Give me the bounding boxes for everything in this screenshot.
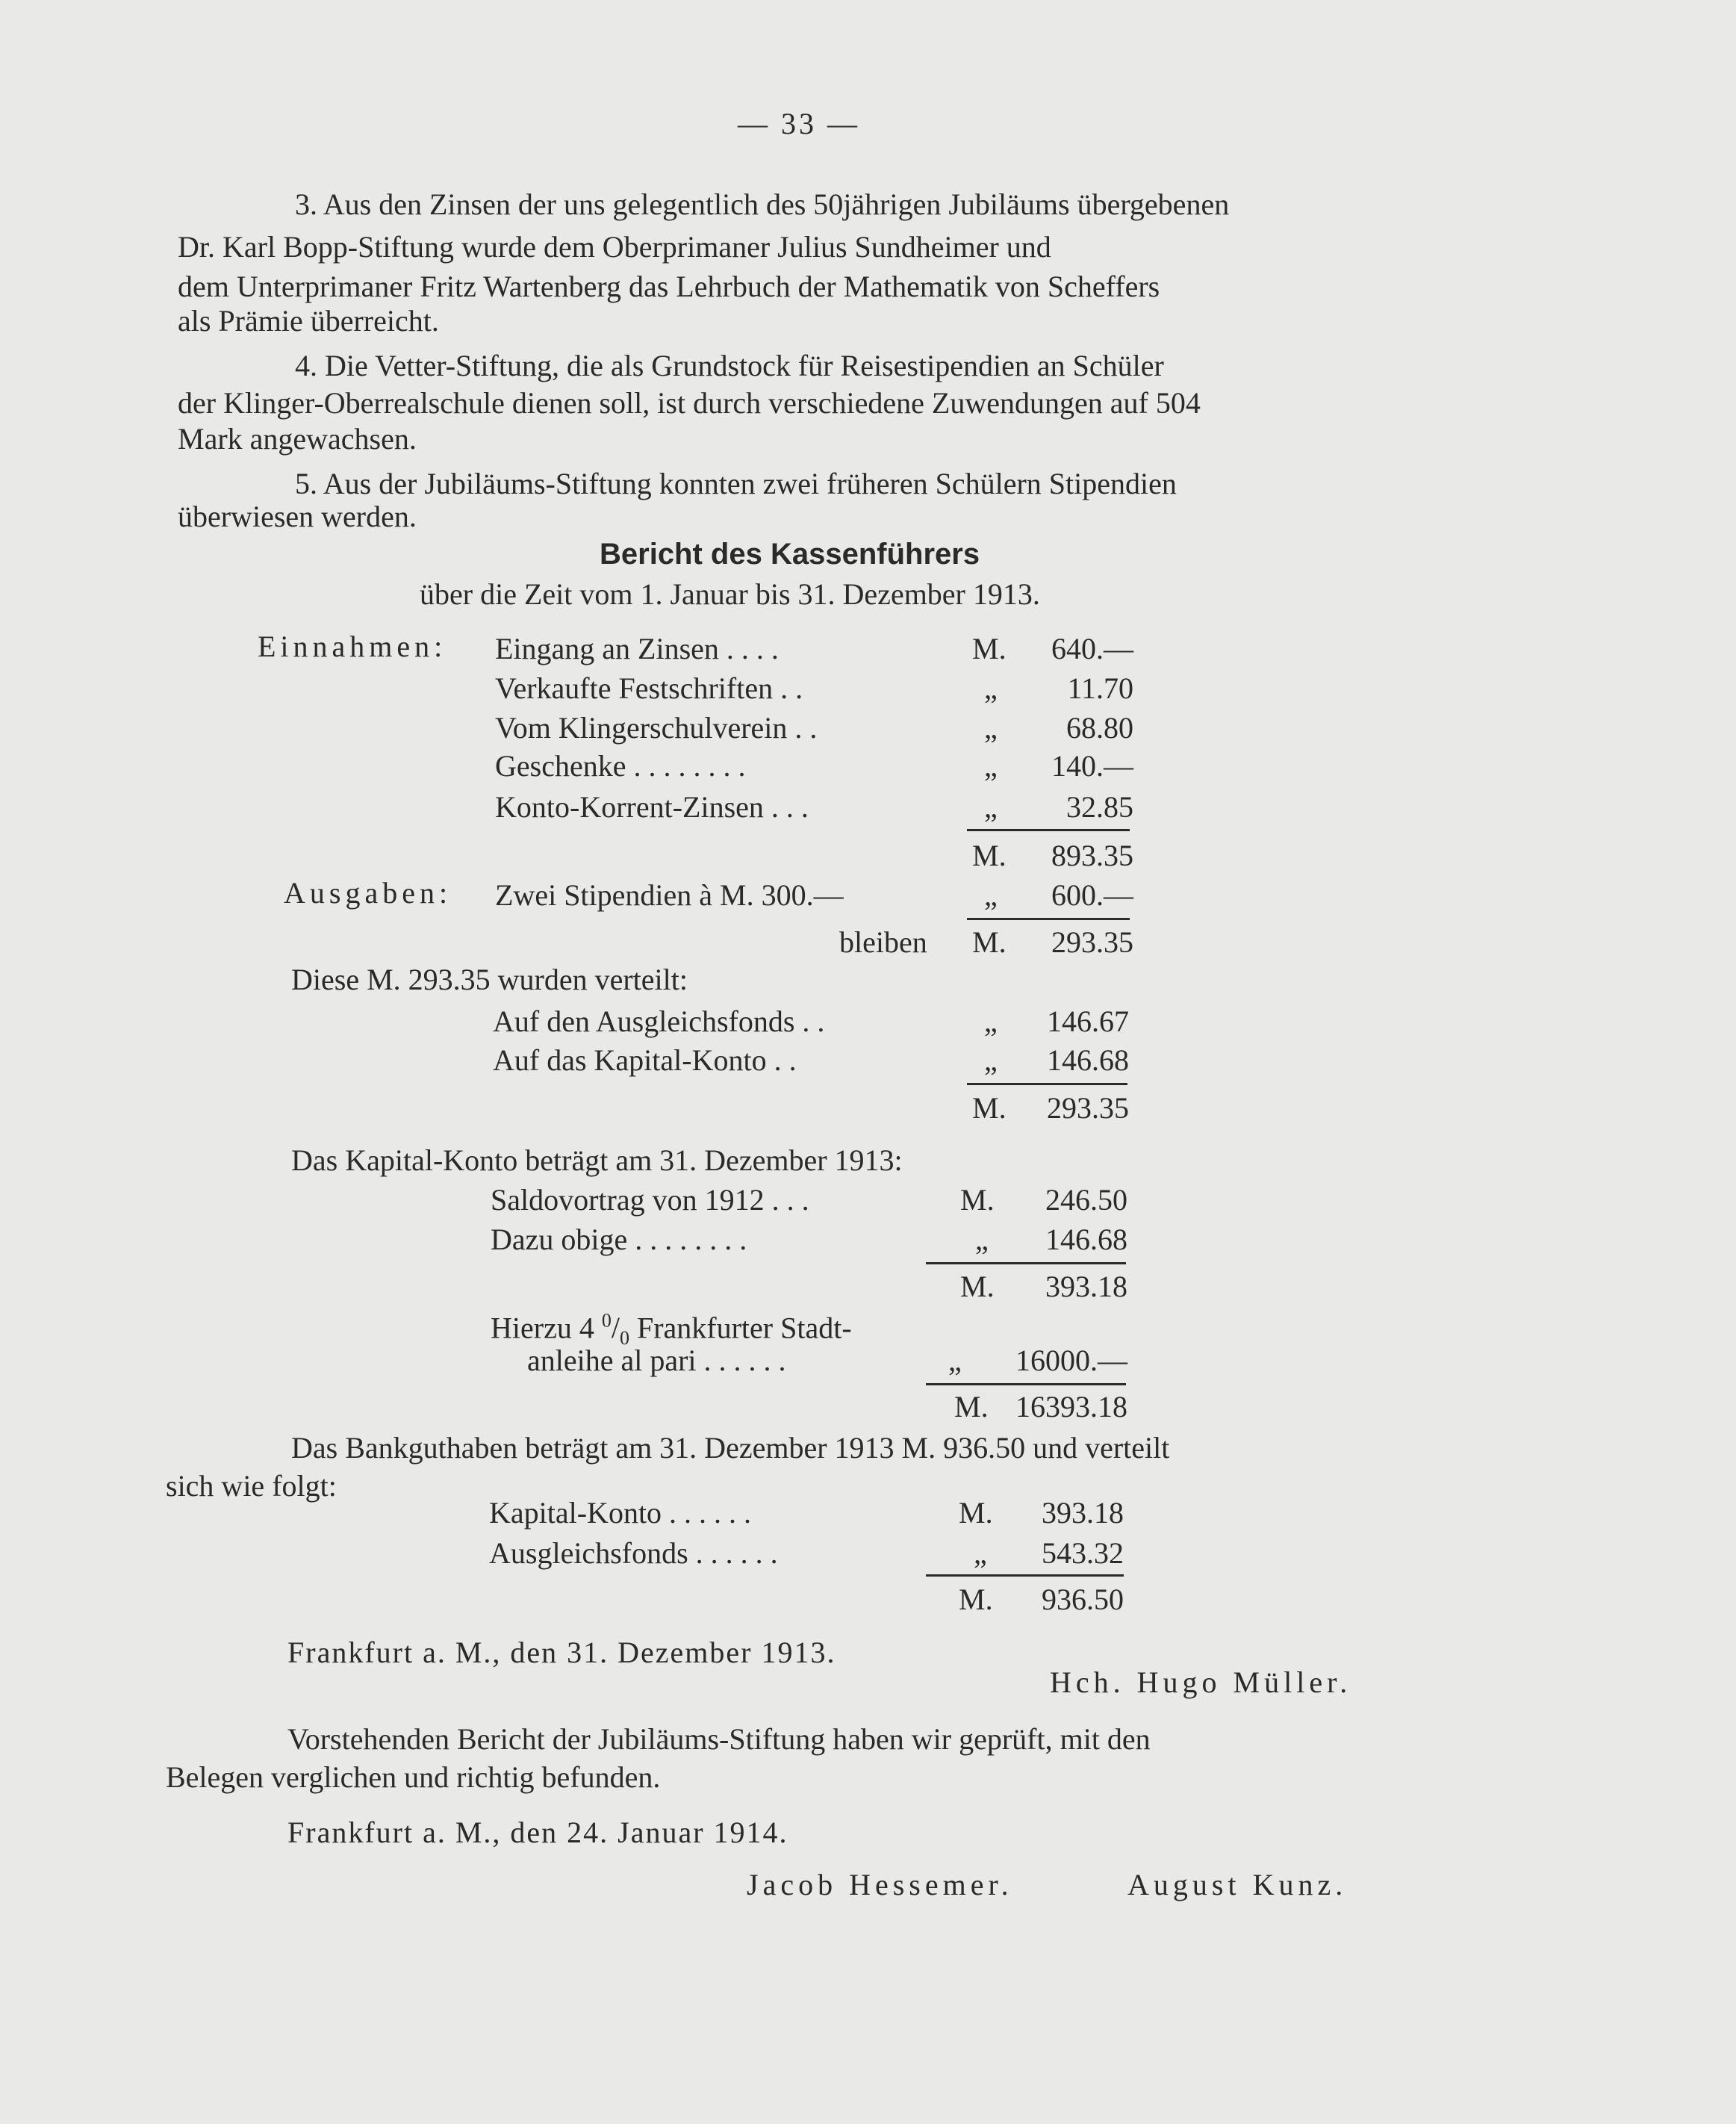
kapital-cur-1: M.	[960, 1183, 995, 1217]
page-number: — 33 —	[738, 107, 860, 140]
einnahmen-amount-2: 11.70	[1067, 671, 1133, 705]
remain-amount: 293.35	[1051, 925, 1133, 959]
einnahmen-amount-3: 68.80	[1066, 711, 1133, 745]
bank-line2: sich wie folgt:	[166, 1469, 337, 1503]
closing2-signature2: August Kunz.	[1127, 1868, 1348, 1901]
einnahmen-amount-4: 140.—	[1051, 749, 1133, 783]
para3-line4: als Prämie überreicht.	[178, 304, 439, 338]
einnahmen-desc-4: Geschenke . . . . . . . .	[495, 749, 746, 783]
kapital-total-cur: M.	[954, 1390, 989, 1423]
einnahmen-total-cur: M.	[972, 839, 1007, 872]
remain-cur: M.	[972, 925, 1007, 959]
para4-line2: der Klinger-Oberrealschule dienen soll, ist durch verschiedene Zuwendungen auf 504	[178, 386, 1201, 420]
kapital-desc-2: Dazu obige . . . . . . . .	[491, 1223, 747, 1256]
einnahmen-amount-5: 32.85	[1066, 790, 1133, 824]
verteilt-total-amount: 293.35	[1047, 1091, 1129, 1125]
verteilt-desc-1: Auf den Ausgleichsfonds . .	[493, 1004, 825, 1038]
verteilt-desc-2: Auf das Kapital-Konto . .	[493, 1043, 797, 1077]
einnahmen-cur-2: „	[984, 671, 998, 705]
kapital-extra-line2: anleihe al pari . . . . . .	[527, 1344, 786, 1377]
einnahmen-desc-1: Eingang an Zinsen . . . .	[495, 632, 779, 665]
einnahmen-cur-5: „	[984, 790, 998, 824]
einnahmen-desc-5: Konto-Korrent-Zinsen . . .	[495, 790, 809, 824]
closing2-signature1: Jacob Hessemer.	[747, 1868, 1013, 1901]
einnahmen-desc-3: Vom Klingerschulverein . .	[495, 711, 818, 745]
einnahmen-total-rule	[967, 829, 1130, 831]
einnahmen-cur-4: „	[984, 749, 998, 783]
closing1-signature: Hch. Hugo Müller.	[1050, 1665, 1352, 1699]
einnahmen-cur-1: M.	[972, 632, 1007, 665]
kapital-cur-2: „	[975, 1223, 989, 1256]
para3-line3: dem Unterprimaner Fritz Wartenberg das Lehrbuch der Mathematik von Scheffers	[178, 270, 1160, 303]
verteilt-amount-2: 146.68	[1047, 1043, 1129, 1077]
ausgaben-rule	[967, 918, 1130, 920]
report-subtitle: über die Zeit vom 1. Januar bis 31. Dezember 1913.	[420, 577, 1040, 611]
bank-total-rule	[926, 1574, 1124, 1577]
kapital-subtotal-amount: 393.18	[1045, 1270, 1127, 1303]
bank-total-amount: 936.50	[1042, 1583, 1124, 1616]
verteilt-cur-2: „	[984, 1043, 998, 1077]
bank-desc-2: Ausgleichsfonds . . . . . .	[489, 1536, 778, 1570]
kapital-amount-2: 146.68	[1045, 1223, 1127, 1256]
kapital-extra-post: Frankfurter Stadt-	[636, 1311, 852, 1345]
kapital-extra-cur: „	[948, 1344, 962, 1377]
verteilt-cur-1: „	[984, 1004, 998, 1038]
para3-line1: 3. Aus den Zinsen der uns gelegentlich des 50jährigen Jubiläums übergebenen	[295, 187, 1230, 221]
ausgaben-desc: Zwei Stipendien à M. 300.—	[495, 878, 844, 912]
bank-amount-2: 543.32	[1042, 1536, 1124, 1570]
closing1-place-date: Frankfurt a. M., den 31. Dezember 1913.	[287, 1636, 836, 1669]
para4-line3: Mark angewachsen.	[178, 422, 417, 456]
einnahmen-desc-2: Verkaufte Festschriften . .	[495, 671, 803, 705]
bank-cur-1: M.	[959, 1496, 993, 1530]
kapital-extra-pre: Hierzu 4	[491, 1311, 594, 1345]
report-title: Bericht des Kassenführers	[600, 538, 980, 571]
closing2-place-date: Frankfurt a. M., den 24. Januar 1914.	[287, 1816, 788, 1849]
para5-line2: überwiesen werden.	[178, 500, 417, 533]
einnahmen-amount-1: 640.—	[1051, 632, 1133, 665]
einnahmen-cur-3: „	[984, 711, 998, 745]
bank-line1: Das Bankguthaben beträgt am 31. Dezember 1913 M. 936.50 und verteilt	[291, 1431, 1170, 1465]
bank-total-cur: M.	[959, 1583, 993, 1616]
kapital-subtotal-cur: M.	[960, 1270, 995, 1303]
audit-line1: Vorstehenden Bericht der Jubiläums-Stiftung haben wir geprüft, mit den	[287, 1722, 1151, 1756]
percent-sign: $^0/_0$	[601, 1310, 629, 1350]
ausgaben-cur: „	[984, 878, 998, 912]
kapital-total-rule	[926, 1383, 1126, 1385]
kapital-desc-1: Saldovortrag von 1912 . . .	[491, 1183, 809, 1217]
kapital-amount-1: 246.50	[1045, 1183, 1127, 1217]
audit-line2: Belegen verglichen und richtig befunden.	[166, 1760, 661, 1794]
remain-label: bleiben	[839, 925, 927, 959]
kapital-intro: Das Kapital-Konto beträgt am 31. Dezember 1913:	[291, 1143, 903, 1177]
para4-line1: 4. Die Vetter-Stiftung, die als Grundstock für Reisestipendien an Schüler	[295, 349, 1164, 382]
verteilt-amount-1: 146.67	[1047, 1004, 1129, 1038]
verteilt-intro: Diese M. 293.35 wurden verteilt:	[291, 963, 688, 996]
einnahmen-label: Einnahmen:	[258, 630, 447, 663]
kapital-subtotal-rule	[926, 1262, 1126, 1264]
kapital-total-amount: 16393.18	[1015, 1390, 1127, 1423]
kapital-extra-amount: 16000.—	[1015, 1344, 1127, 1377]
ausgaben-amount: 600.—	[1051, 878, 1133, 912]
para5-line1: 5. Aus der Jubiläums-Stiftung konnten zwei früheren Schülern Stipendien	[295, 467, 1177, 500]
para3-line2: Dr. Karl Bopp-Stiftung wurde dem Oberprimaner Julius Sundheimer und	[178, 230, 1051, 264]
bank-amount-1: 393.18	[1042, 1496, 1124, 1530]
bank-desc-1: Kapital-Konto . . . . . .	[489, 1496, 752, 1530]
einnahmen-total-amount: 893.35	[1051, 839, 1133, 872]
verteilt-total-rule	[967, 1083, 1127, 1085]
bank-cur-2: „	[974, 1536, 987, 1570]
ausgaben-label: Ausgaben:	[284, 876, 452, 910]
verteilt-total-cur: M.	[972, 1091, 1007, 1125]
